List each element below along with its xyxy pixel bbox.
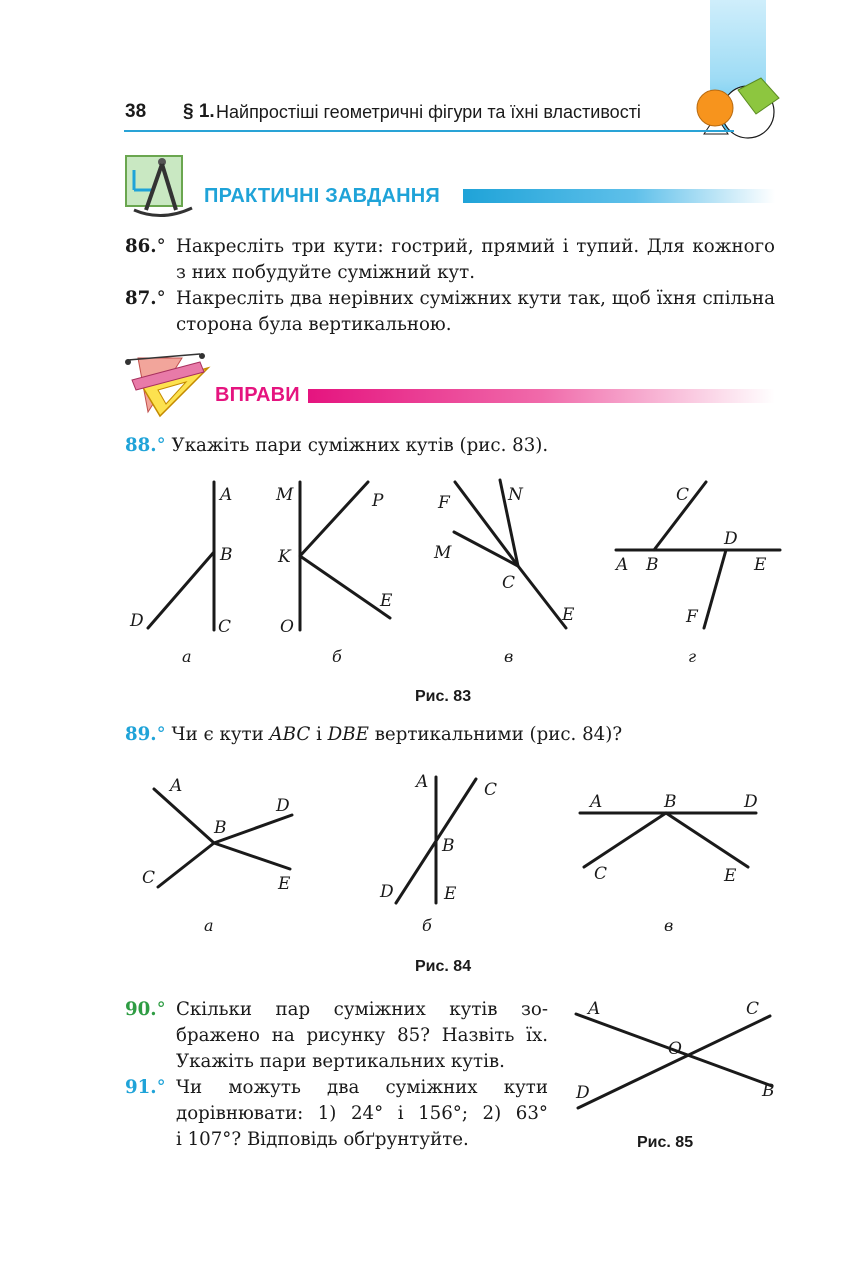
figure-83 [120,470,800,670]
practical-title: ПРАКТИЧНІ ЗАВДАННЯ [204,185,441,207]
point-label: P [372,491,384,511]
point-label: N [508,485,523,505]
point-label: M [434,543,452,563]
point-label: C [594,864,608,884]
task-86-text: Накресліть три кути: гострий, прямий і тупий. Для кожного з них побудуйте суміжний кут. [176,236,775,283]
point-label: C [484,780,498,800]
task-number: 88. [125,435,157,456]
point-label: A [220,485,233,505]
figure-84-b [379,772,497,935]
point-label: B [762,1081,775,1101]
figure-84-a [142,776,292,935]
section-title: Найпростіші геометричні фігури та їхні властивості [216,102,641,122]
section-number: § 1. [183,101,215,122]
header-shapes-icon [690,70,790,150]
point-label: F [438,493,450,513]
figure-84 [130,765,770,945]
point-label: E [754,555,767,575]
task-88-text: Укажіть пари суміжних кутів (рис. 83). [171,435,549,456]
point-label: C [746,999,760,1019]
point-label: A [416,772,429,792]
point-label: E [724,866,737,886]
page-number: 38 [125,101,147,122]
point-label: E [444,884,457,904]
point-label: D [130,611,144,631]
task-91: 91.° [125,1077,166,1098]
point-label: A [588,999,601,1019]
task-91-text [176,1075,548,1153]
task-number: 87. [125,288,157,309]
point-label: O [280,617,294,637]
figure-84-caption: Рис. 84 [415,958,472,975]
subfigure-label: б [332,647,342,666]
point-label: E [562,605,575,625]
subfigure-label: г [688,647,697,666]
point-label: A [170,776,183,796]
text-line: бражено на рисунку 85? Назвіть їх. [176,1025,548,1046]
task-number: 89. [125,724,157,745]
task-88: 88.° Укажіть пари суміжних кутів (рис. 83). [125,435,549,456]
point-label: E [380,591,393,611]
task-90: 90.° [125,999,166,1020]
exercises-title: ВПРАВИ [215,384,300,406]
point-label: E [278,874,291,894]
point-label: C [218,617,232,637]
point-label: F [686,607,698,627]
figure-83-g [614,482,780,666]
triangle-ruler-icon [122,350,214,420]
figure-83-b [275,482,393,666]
subfigure-label: в [504,647,514,666]
point-label: D [576,1083,590,1103]
point-label: C [142,868,156,888]
point-label: B [214,818,227,838]
task-number: 91. [125,1077,157,1098]
task-86: 86.° [125,236,166,257]
subfigure-label: б [422,916,432,935]
header-rule [124,130,734,132]
compass-ruler-icon [124,152,199,220]
point-label: M [276,485,294,505]
point-label: B [220,545,233,565]
text-line: Укажіть пари вертикальних кутів. [176,1051,505,1072]
point-label: D [276,796,290,816]
figure-85 [566,992,786,1122]
figure-83-a [129,482,233,666]
subfigure-label: а [204,916,214,935]
point-label: B [664,792,677,812]
text-line: і 107°? Відповідь обґрунтуйте. [176,1129,469,1150]
point-label: D [380,882,394,902]
task-87: 87.° [125,288,166,309]
point-label: K [278,547,291,567]
point-label: D [724,529,738,549]
figure-83-v [433,480,575,666]
figure-85-caption: Рис. 85 [637,1134,694,1151]
point-label: A [590,792,603,812]
task-89: 89.° Чи є кути ABC і DBE вертикальними (рис. 84)? [125,724,623,745]
point-label: O [668,1039,682,1059]
point-label: C [502,573,516,593]
point-label: C [676,485,690,505]
point-label: B [646,555,659,575]
subfigure-label: в [664,916,674,935]
figure-83-caption: Рис. 83 [415,688,472,705]
text-line: дорівнювати: 1) 24° і 156°; 2) 63° [176,1103,548,1124]
point-label: B [442,836,455,856]
task-87-text: Накресліть два нерівних суміжних кути так, щоб їхня спільна сторона була вертикальною. [176,288,775,335]
task-90-text [176,997,548,1075]
exercises-title-bar [308,389,775,403]
subfigure-label: а [182,647,192,666]
point-label: A [616,555,629,575]
point-label: D [744,792,758,812]
text-line: Чи можуть два суміжних кути [176,1077,548,1098]
task-number: 86. [125,236,157,257]
task-number: 90. [125,999,157,1020]
figure-84-v [580,792,758,935]
practical-title-bar [463,189,775,203]
text-line: Скільки пар суміжних кутів зо- [176,999,548,1020]
